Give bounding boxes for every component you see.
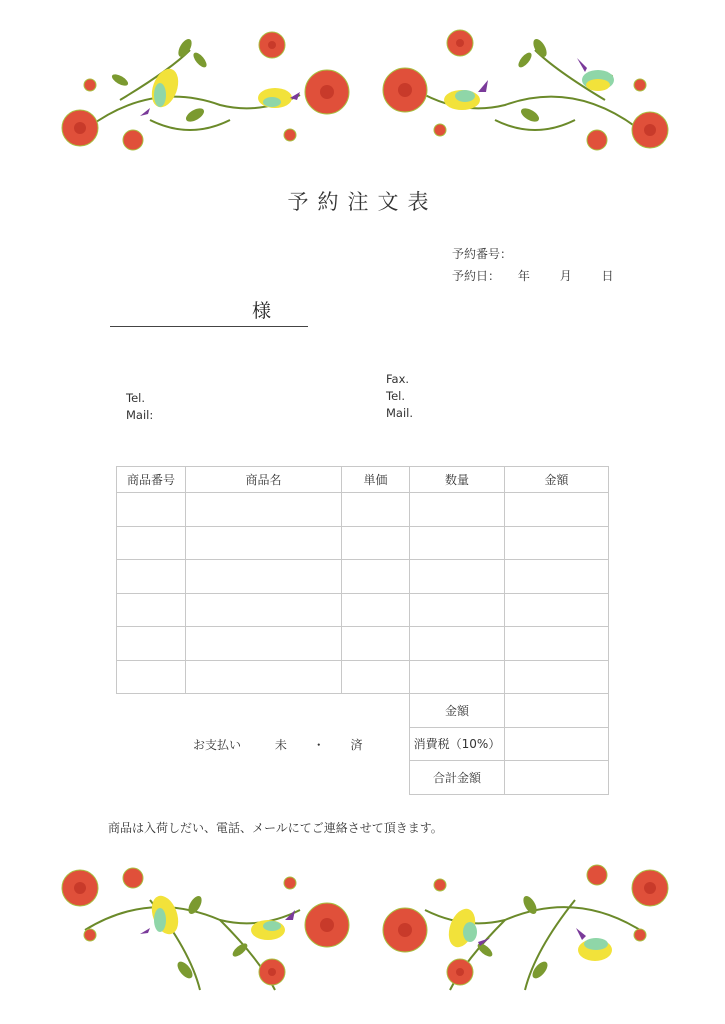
shop-mail-label: Mail. <box>386 406 414 420</box>
header-quantity: 数量 <box>410 467 505 493</box>
page-title: 予約注文表 <box>287 190 438 214</box>
cell[interactable] <box>410 660 505 694</box>
cell[interactable] <box>505 660 609 694</box>
customer-name-line <box>110 326 308 327</box>
cell[interactable] <box>342 526 410 560</box>
tax-label: 消費税（10%） <box>410 727 505 761</box>
cell[interactable] <box>186 526 342 560</box>
cell[interactable] <box>342 593 410 627</box>
date-day: 日 <box>601 269 614 283</box>
tax-value[interactable] <box>505 727 609 761</box>
cell[interactable] <box>186 493 342 527</box>
cell[interactable] <box>505 627 609 661</box>
table-row <box>117 593 609 627</box>
cell[interactable] <box>505 593 609 627</box>
bottom-floral-decoration <box>0 850 725 1015</box>
cell[interactable] <box>410 526 505 560</box>
payment-label: お支払い <box>193 738 242 752</box>
customer-tel-label: Tel. <box>126 391 145 405</box>
cell[interactable] <box>410 493 505 527</box>
customer-mail-label: Mail: <box>126 408 154 422</box>
table-row <box>117 560 609 594</box>
cell[interactable] <box>505 526 609 560</box>
payment-paid[interactable]: 済 <box>350 738 363 752</box>
shop-tel-label: Tel. <box>386 389 405 403</box>
cell[interactable] <box>410 627 505 661</box>
cell[interactable] <box>186 660 342 694</box>
table-row <box>117 526 609 560</box>
cell[interactable] <box>342 493 410 527</box>
cell[interactable] <box>505 560 609 594</box>
customer-contact <box>126 390 153 424</box>
header-item-name: 商品名 <box>186 467 342 493</box>
header-amount: 金額 <box>505 467 609 493</box>
total-label: 合計金額 <box>410 761 505 795</box>
cell[interactable] <box>342 560 410 594</box>
shop-contact <box>386 371 413 422</box>
summary-row-total <box>117 761 609 795</box>
customer-honorific: 様 <box>252 300 272 322</box>
payment-separator: ・ <box>312 738 325 752</box>
payment-unpaid[interactable]: 未 <box>274 738 287 752</box>
table-header-row <box>117 467 609 493</box>
reservation-number-label: 予約番号： <box>452 247 513 261</box>
reservation-date <box>452 267 614 284</box>
cell[interactable] <box>410 560 505 594</box>
table-row <box>117 660 609 694</box>
total-value[interactable] <box>505 761 609 795</box>
cell[interactable] <box>117 627 186 661</box>
header-item-number: 商品番号 <box>117 467 186 493</box>
cell[interactable] <box>117 593 186 627</box>
cell[interactable] <box>117 493 186 527</box>
cell[interactable] <box>186 593 342 627</box>
cell[interactable] <box>342 627 410 661</box>
table-row <box>117 493 609 527</box>
subtotal-label: 金額 <box>410 694 505 728</box>
cell[interactable] <box>186 627 342 661</box>
cell[interactable] <box>342 660 410 694</box>
shop-fax-label: Fax. <box>386 372 410 386</box>
cell[interactable] <box>117 660 186 694</box>
cell[interactable] <box>410 593 505 627</box>
header-unit-price: 単価 <box>342 467 410 493</box>
date-month: 月 <box>559 269 572 283</box>
reservation-date-label: 予約日： <box>452 269 501 283</box>
subtotal-value[interactable] <box>505 694 609 728</box>
cell[interactable] <box>505 493 609 527</box>
cell[interactable] <box>186 560 342 594</box>
table-row <box>117 627 609 661</box>
date-year: 年 <box>517 269 530 283</box>
top-floral-decoration <box>0 10 725 165</box>
cell[interactable] <box>117 560 186 594</box>
summary-row-subtotal <box>117 694 609 728</box>
notice-text: 商品は入荷しだい、電話、メールにてご連絡させて頂きます。 <box>108 821 443 835</box>
cell[interactable] <box>117 526 186 560</box>
payment-status <box>193 736 385 753</box>
